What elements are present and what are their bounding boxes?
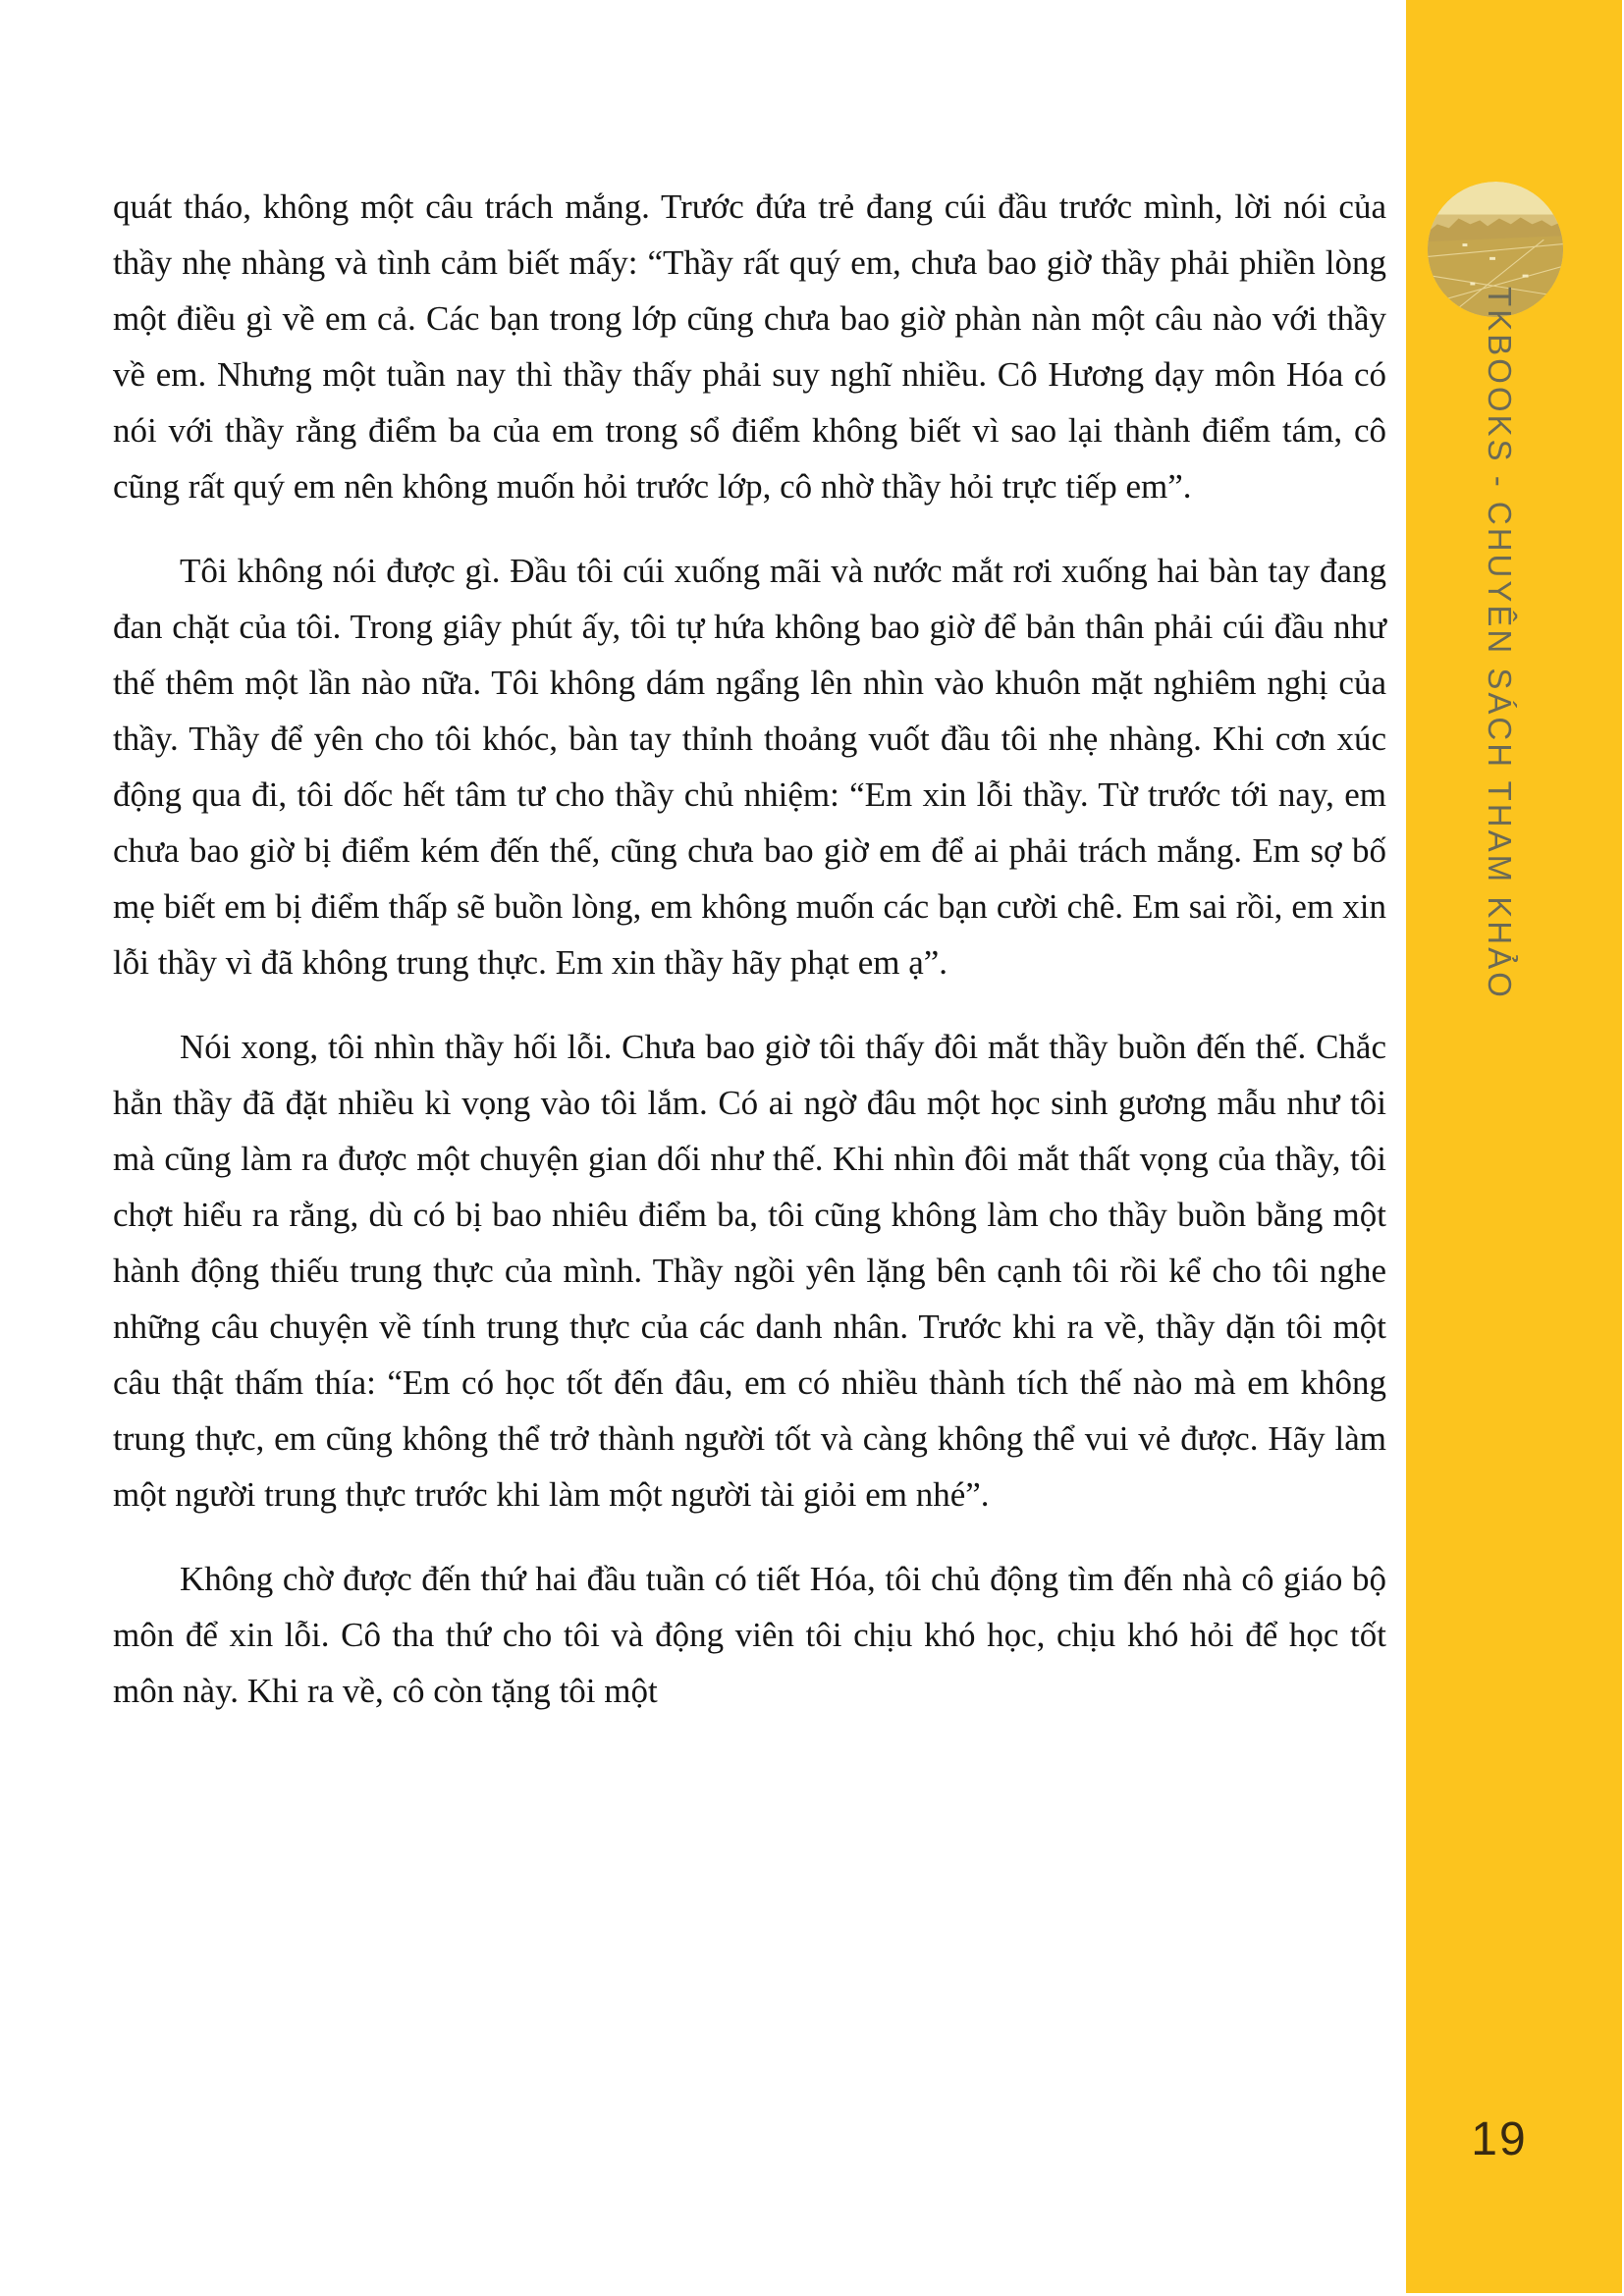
body-paragraph: Không chờ được đến thứ hai đầu tuần có tiết Hóa, tôi chủ động tìm đến nhà cô giáo bộ môn để xin lỗi. Cô tha thứ cho tôi và động viên tôi chịu khó học, chịu khó hỏi để học tốt môn này. Khi ra về, cô còn tặng tôi một [113, 1560, 1386, 1710]
body-text [113, 179, 1386, 1747]
sidebar-vertical-title: TKBOOKS - CHUYÊN SÁCH THAM KHẢO [1482, 287, 1518, 1000]
sidebar [1406, 0, 1622, 2293]
body-paragraph: Nói xong, tôi nhìn thầy hối lỗi. Chưa bao giờ tôi thấy đôi mắt thầy buồn đến thế. Chắc hẳn thầy đã đặt nhiều kì vọng vào tôi lắm. Có ai ngờ đâu một học sinh gương mẫu như tôi mà cũng làm ra được một chuyện gian dối như thế. Khi nhìn đôi mắt thất vọng của thầy, tôi chợt hiểu ra rằng, dù có bị bao nhiêu điểm ba, tôi cũng không làm cho thầy buồn bằng một hành động thiếu trung thực của mình. Thầy ngồi yên lặng bên cạnh tôi rồi kể cho tôi nghe những câu chuyện về tính trung thực của các danh nhân. Trước khi ra về, thầy dặn tôi một câu thật thấm thía: “Em có học tốt đến đâu, em có nhiều thành tích thế nào mà em không trung thực, em cũng không thể trở thành người tốt và càng không thể vui vẻ được. Hãy làm một người trung thực trước khi làm một người tài giỏi em nhé”. [113, 1028, 1386, 1514]
body-paragraph: quát tháo, không một câu trách mắng. Trước đứa trẻ đang cúi đầu trước mình, lời nói của thầy nhẹ nhàng và tình cảm biết mấy: “Thầy rất quý em, chưa bao giờ thầy phải phiền lòng một điều gì về em cả. Các bạn trong lớp cũng chưa bao giờ phàn nàn một câu nào với thầy về em. Nhưng một tuần nay thì thầy thấy phải suy nghĩ nhiều. Cô Hương dạy môn Hóa có nói với thầy rằng điểm ba của em trong sổ điểm không biết vì sao lại thành điểm tám, cô cũng rất quý em nên không muốn hỏi trước lớp, cô nhờ thầy hỏi trực tiếp em”. [113, 187, 1386, 506]
body-paragraph: Tôi không nói được gì. Đầu tôi cúi xuống mãi và nước mắt rơi xuống hai bàn tay đang đan chặt của tôi. Trong giây phút ấy, tôi tự hứa không bao giờ để bản thân phải cúi đầu như thế thêm một lần nào nữa. Tôi không dám ngẩng lên nhìn vào khuôn mặt nghiêm nghị của thầy. Thầy để yên cho tôi khóc, bàn tay thỉnh thoảng vuốt đầu tôi nhẹ nhàng. Khi cơn xúc động qua đi, tôi dốc hết tâm tư cho thầy chủ nhiệm: “Em xin lỗi thầy. Từ trước tới nay, em chưa bao giờ bị điểm kém đến thế, cũng chưa bao giờ em để ai phải trách mắng. Em sợ bố mẹ biết em bị điểm thấp sẽ buồn lòng, em không muốn các bạn cười chê. Em sai rồi, em xin lỗi thầy vì đã không trung thực. Em xin thầy hãy phạt em ạ”. [113, 552, 1386, 982]
page-number: 19 [1471, 2113, 1528, 2165]
